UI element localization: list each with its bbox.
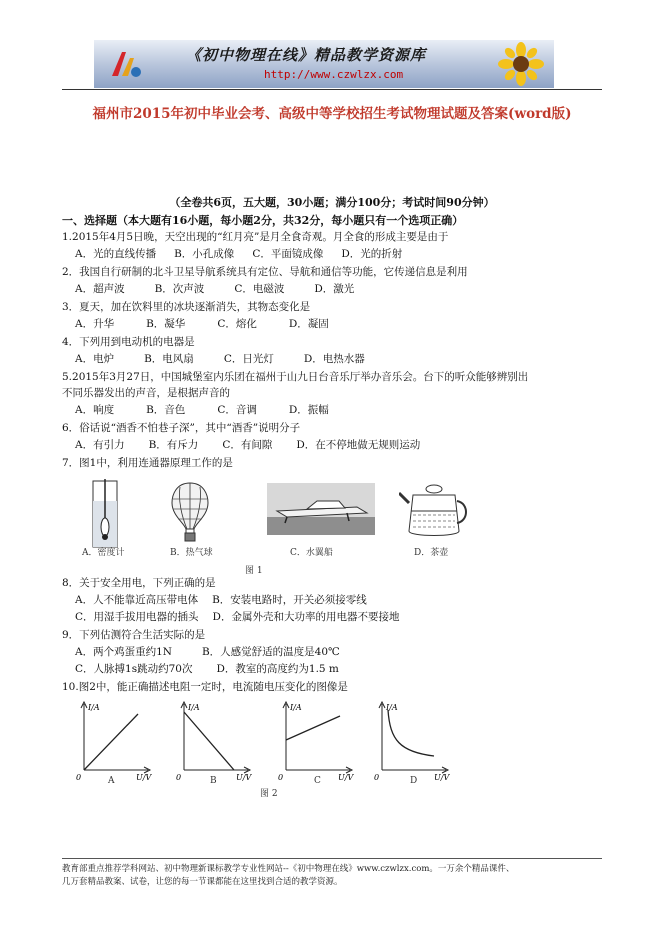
option: B．有斥力: [148, 439, 199, 451]
figure-2: [62, 700, 482, 800]
y-axis-label: I/A: [386, 703, 398, 712]
question-1-options: [75, 247, 420, 262]
question-6-options: [75, 438, 438, 453]
option: D．激光: [314, 283, 355, 295]
graph-d-curve: [388, 710, 434, 756]
banner-url[interactable]: http://www.czwlzx.com: [264, 68, 404, 81]
option: D．振幅: [288, 404, 329, 416]
option: C．人脉搏1s跳动约70次: [75, 663, 193, 675]
question-2: 2．我国自行研制的北斗卫星导航系统具有定位、导航和通信等功能，它传递信息是利用: [62, 266, 468, 278]
question-2-options: [75, 282, 372, 297]
question-3-options: [75, 317, 347, 332]
page-footer: [62, 863, 602, 889]
option: B．凝华: [146, 318, 186, 330]
option: A．有引力: [75, 439, 125, 451]
option: A．人不能靠近高压带电体: [75, 594, 199, 606]
question-8-options-2: [75, 610, 417, 625]
option: A．两个鸡蛋重约1N: [75, 646, 172, 658]
graph-b-line: [184, 712, 234, 770]
option: A．超声波: [75, 283, 125, 295]
header-divider: [62, 89, 602, 90]
option: A．光的直线传播: [75, 248, 157, 260]
question-5-options: [75, 403, 347, 418]
y-axis-label: I/A: [188, 703, 200, 712]
question-9-options: [75, 645, 358, 660]
question-5: 5.2015年3月27日，中国城堡室内乐团在福州于山九日台音乐厅举办音乐会。台下的听众能够辨别出: [62, 371, 529, 383]
x-axis-label: U/V: [434, 773, 450, 782]
option: C．用湿手拔用电器的插头: [75, 611, 199, 623]
option: D．在不停地做无规则运动: [296, 439, 421, 451]
hot-air-balloon-icon: [170, 481, 210, 543]
y-axis-label: I/A: [290, 703, 302, 712]
option: D．光的折射: [341, 248, 403, 260]
option: C．电磁波: [234, 283, 285, 295]
question-4-options: [75, 352, 383, 367]
graph-c-line: [286, 716, 340, 740]
hydrometer-icon: [90, 479, 120, 551]
question-6: 6．俗话说“酒香不怕巷子深”，其中“酒香”说明分子: [62, 422, 301, 434]
document-title: 福州市2015年初中毕业会考、高级中等学校招生考试物理试题及答案(word版): [92, 106, 572, 122]
figure-1-label-b: B．热气球: [170, 548, 213, 558]
option: B．音色: [146, 404, 186, 416]
footer-divider: [62, 858, 602, 859]
graph-c: [274, 700, 354, 786]
option: B．电风扇: [144, 353, 194, 365]
question-8: 8．关于安全用电，下列正确的是: [62, 577, 216, 589]
option: C．平面镜成像: [252, 248, 324, 260]
question-4: 4．下列用到电动机的电器是: [62, 336, 195, 348]
option: D．教室的高度约为1.5 m: [216, 663, 339, 675]
option: C．音调: [217, 404, 257, 416]
option: C．日光灯: [223, 353, 274, 365]
question-7: 7．图1中，利用连通器原理工作的是: [62, 457, 233, 469]
option: B．人感觉舒适的温度是40℃: [201, 646, 340, 658]
option: A．升华: [75, 318, 115, 330]
option: C．有间隙: [222, 439, 273, 451]
origin-label: 0: [278, 773, 284, 782]
x-axis-label: U/V: [236, 773, 252, 782]
option: B．安装电路时，开关必须接零线: [212, 594, 367, 606]
footer-line-1: 教育部重点推荐学科网站、初中物理新课标教学专业性网站--《初中物理在线》www.czwlzx.com。一万余个精品课件、: [62, 864, 515, 874]
x-axis-label: U/V: [136, 773, 152, 782]
question-9-options-2: [75, 662, 357, 677]
graph-d: [370, 700, 450, 786]
option: D．金属外壳和大功率的用电器不要接地: [212, 611, 400, 623]
x-axis-label: U/V: [338, 773, 354, 782]
figure-1: [62, 475, 602, 575]
question-5-cont: 不同乐器发出的声音，是根据声音的: [62, 387, 230, 399]
graph-a-line: [84, 714, 138, 770]
figure-2-label-b: B: [210, 776, 217, 786]
question-1: 1.2015年4月5日晚，天空出现的“红月亮”是月全食奇观。月全食的形成主要是由于: [62, 231, 449, 243]
figure-1-caption: 图 1: [245, 566, 263, 576]
option: B．小孔成像: [174, 248, 235, 260]
figure-2-label-a: A: [108, 776, 115, 786]
question-8-options: [75, 593, 385, 608]
hydrofoil-boat-icon: [267, 483, 375, 535]
option: C．熔化: [217, 318, 257, 330]
figure-1-label-a: A．密度计: [82, 548, 125, 558]
figure-2-caption: 图 2: [260, 789, 278, 799]
origin-label: 0: [76, 773, 82, 782]
header-banner: [94, 40, 554, 88]
figure-1-label-c: C．水翼船: [290, 548, 333, 558]
figure-1-label-d: D．茶壶: [414, 548, 449, 558]
option: D．凝固: [288, 318, 329, 330]
question-10: 10.图2中，能正确描述电阻一定时，电流随电压变化的图像是: [62, 681, 348, 693]
section-heading: 一、选择题（本大题有16小题，每小题2分，共32分，每小题只有一个选项正确）: [62, 214, 464, 227]
option: A．响度: [75, 404, 115, 416]
graph-b: [172, 700, 252, 786]
figure-2-label-d: D: [410, 776, 418, 786]
question-9: 9．下列估测符合生活实际的是: [62, 629, 206, 641]
teapot-icon: [399, 481, 469, 543]
option: A．电炉: [75, 353, 115, 365]
option: D．电热水器: [303, 353, 365, 365]
origin-label: 0: [374, 773, 380, 782]
footer-line-2: 几万套精品教案、试卷，让您的每一节课都能在这里找到合适的教学资源。: [62, 877, 343, 887]
option: B．次声波: [154, 283, 205, 295]
figure-2-label-c: C: [314, 776, 321, 786]
site-logo-icon: [108, 46, 144, 82]
question-3: 3．夏天，加在饮料里的冰块逐渐消失，其物态变化是: [62, 301, 311, 313]
banner-title: 《初中物理在线》精品教学资源库: [186, 46, 427, 64]
origin-label: 0: [176, 773, 182, 782]
graph-a: [72, 700, 152, 786]
sunflower-icon: [498, 42, 544, 86]
exam-info: （全卷共6页，五大题，30小题；满分100分；考试时间90分钟）: [169, 196, 495, 209]
y-axis-label: I/A: [88, 703, 100, 712]
